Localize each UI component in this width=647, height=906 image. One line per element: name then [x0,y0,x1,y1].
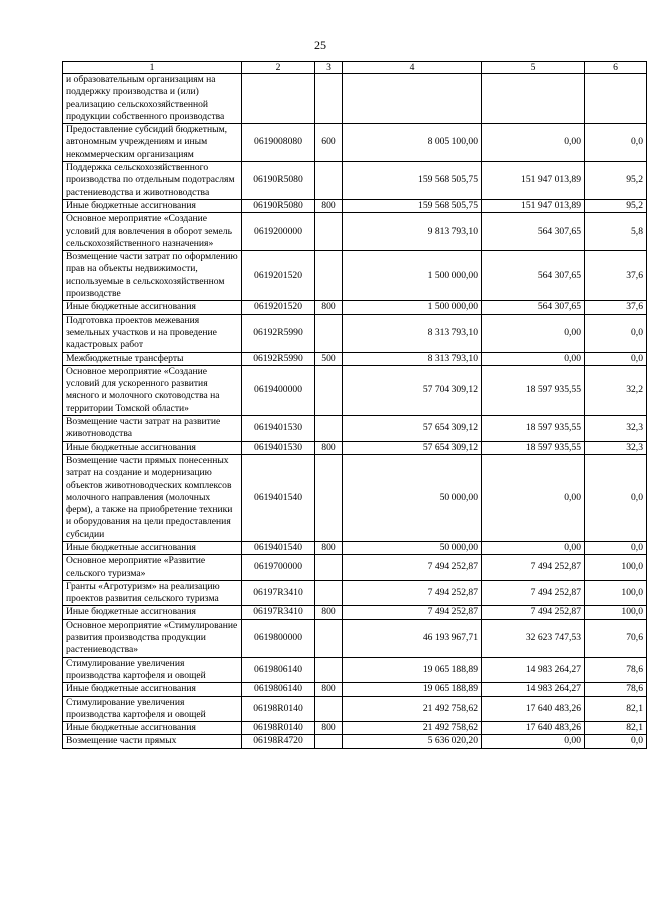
item-name-cell: Иные бюджетные ассигнования [63,606,242,619]
item-name-cell: Иные бюджетные ассигнования [63,301,242,314]
percent-cell: 0,0 [585,735,647,748]
table-row [63,416,647,442]
table-row [63,619,647,657]
percent-cell: 37,6 [585,301,647,314]
column-header: 2 [242,62,315,74]
actual-amount-cell: 14 983 264,27 [482,683,585,696]
target-code-cell: 0619401530 [242,416,315,442]
item-name-cell: и образовательным организациям на поддержку производства и (или) реализацию сельскохозяйственной продукции собственного производства [63,74,242,124]
target-code-cell: 06198R4720 [242,735,315,748]
target-code-cell: 06192R5990 [242,314,315,352]
expense-type-cell [315,735,343,748]
item-name-cell: Основное мероприятие «Создание условий для ускоренного развития мясного и молочного скотоводства на территории Томской области» [63,365,242,415]
item-name-cell: Возмещение части затрат на развитие животноводства [63,416,242,442]
actual-amount-cell: 564 307,65 [482,301,585,314]
table-row [63,722,647,735]
percent-cell: 32,2 [585,365,647,415]
target-code-cell: 0619201520 [242,301,315,314]
expense-type-cell [315,365,343,415]
table-row [63,541,647,554]
table-row [63,683,647,696]
planned-amount-cell: 1 500 000,00 [343,251,482,301]
item-name-cell: Основное мероприятие «Создание условий для вовлечения в оборот земель сельскохозяйственного назначения» [63,213,242,251]
table-row [63,657,647,683]
expense-type-cell [315,454,343,541]
planned-amount-cell: 19 065 188,89 [343,657,482,683]
target-code-cell: 0619806140 [242,657,315,683]
expense-type-cell [315,657,343,683]
item-name-cell: Стимулирование увеличения производства картофеля и овощей [63,696,242,722]
planned-amount-cell: 8 313 793,10 [343,352,482,365]
percent-cell: 0,0 [585,352,647,365]
percent-cell: 0,0 [585,314,647,352]
header-row [63,62,647,74]
planned-amount-cell: 19 065 188,89 [343,683,482,696]
table-row [63,74,647,124]
page-number: 25 [314,38,326,52]
actual-amount-cell: 7 494 252,87 [482,606,585,619]
expense-type-cell: 500 [315,352,343,365]
percent-cell: 82,1 [585,696,647,722]
percent-cell: 100,0 [585,606,647,619]
target-code-cell: 06197R3410 [242,606,315,619]
actual-amount-cell: 18 597 935,55 [482,365,585,415]
planned-amount-cell: 1 500 000,00 [343,301,482,314]
planned-amount-cell: 7 494 252,87 [343,555,482,581]
item-name-cell: Основное мероприятие «Развитие сельского туризма» [63,555,242,581]
item-name-cell: Возмещение части прямых [63,735,242,748]
item-name-cell: Иные бюджетные ассигнования [63,722,242,735]
actual-amount-cell: 7 494 252,87 [482,580,585,606]
actual-amount-cell: 18 597 935,55 [482,416,585,442]
actual-amount-cell: 151 947 013,89 [482,199,585,212]
target-code-cell: 0619401540 [242,454,315,541]
percent-cell: 32,3 [585,416,647,442]
percent-cell: 32,3 [585,441,647,454]
actual-amount-cell: 14 983 264,27 [482,657,585,683]
item-name-cell: Иные бюджетные ассигнования [63,541,242,554]
target-code-cell: 06198R0140 [242,696,315,722]
actual-amount-cell: 18 597 935,55 [482,441,585,454]
expense-type-cell [315,416,343,442]
item-name-cell: Подготовка проектов межевания земельных участков и на проведение кадастровых работ [63,314,242,352]
expense-type-cell: 800 [315,541,343,554]
table-row [63,555,647,581]
percent-cell: 100,0 [585,555,647,581]
actual-amount-cell: 0,00 [482,352,585,365]
percent-cell: 5,8 [585,213,647,251]
planned-amount-cell: 57 704 309,12 [343,365,482,415]
planned-amount-cell: 57 654 309,12 [343,441,482,454]
target-code-cell: 0619401540 [242,541,315,554]
table-row [63,696,647,722]
planned-amount-cell: 21 492 758,62 [343,696,482,722]
percent-cell: 70,6 [585,619,647,657]
item-name-cell: Предоставление субсидий бюджетным, автономным учреждениям и иным некоммерческим организациям [63,124,242,162]
expense-type-cell [315,555,343,581]
target-code-cell: 0619008080 [242,124,315,162]
planned-amount-cell: 50 000,00 [343,454,482,541]
actual-amount-cell: 564 307,65 [482,213,585,251]
planned-amount-cell: 159 568 505,75 [343,162,482,200]
target-code-cell: 0619806140 [242,683,315,696]
column-header: 1 [63,62,242,74]
item-name-cell: Иные бюджетные ассигнования [63,683,242,696]
column-header: 6 [585,62,647,74]
planned-amount-cell: 9 813 793,10 [343,213,482,251]
percent-cell: 0,0 [585,454,647,541]
expense-type-cell: 800 [315,441,343,454]
table-row [63,441,647,454]
expense-type-cell [315,213,343,251]
expense-type-cell: 600 [315,124,343,162]
planned-amount-cell [343,74,482,124]
percent-cell: 82,1 [585,722,647,735]
percent-cell: 78,6 [585,657,647,683]
target-code-cell: 06190R5080 [242,162,315,200]
table-row [63,365,647,415]
actual-amount-cell: 17 640 483,26 [482,696,585,722]
planned-amount-cell: 159 568 505,75 [343,199,482,212]
table-row [63,199,647,212]
expense-type-cell: 800 [315,199,343,212]
percent-cell: 78,6 [585,683,647,696]
percent-cell: 0,0 [585,541,647,554]
target-code-cell: 06197R3410 [242,580,315,606]
planned-amount-cell: 8 313 793,10 [343,314,482,352]
planned-amount-cell: 7 494 252,87 [343,580,482,606]
actual-amount-cell: 7 494 252,87 [482,555,585,581]
column-header: 4 [343,62,482,74]
actual-amount-cell: 0,00 [482,735,585,748]
actual-amount-cell: 32 623 747,53 [482,619,585,657]
table-row [63,606,647,619]
table-row [63,352,647,365]
planned-amount-cell: 46 193 967,71 [343,619,482,657]
planned-amount-cell: 8 005 100,00 [343,124,482,162]
item-name-cell: Стимулирование увеличения производства картофеля и овощей [63,657,242,683]
planned-amount-cell: 50 000,00 [343,541,482,554]
item-name-cell: Возмещение части прямых понесенных затрат на создание и модернизацию объектов животноводческих комплексов молочного направления (молочных ферм), а также на приобретение техники и оборудования на цели предоставления субсидии [63,454,242,541]
planned-amount-cell: 57 654 309,12 [343,416,482,442]
table-row [63,213,647,251]
table-row [63,301,647,314]
column-header: 3 [315,62,343,74]
budget-table [62,61,647,749]
target-code-cell: 0619400000 [242,365,315,415]
actual-amount-cell: 564 307,65 [482,251,585,301]
expense-type-cell: 800 [315,722,343,735]
expense-type-cell: 800 [315,606,343,619]
table-row [63,314,647,352]
percent-cell [585,74,647,124]
actual-amount-cell: 0,00 [482,314,585,352]
item-name-cell: Поддержка сельскохозяйственного производства по отдельным подотраслям растениеводства и животноводства [63,162,242,200]
table-row [63,454,647,541]
target-code-cell: 0619200000 [242,213,315,251]
planned-amount-cell: 5 636 020,20 [343,735,482,748]
actual-amount-cell: 151 947 013,89 [482,162,585,200]
target-code-cell: 0619700000 [242,555,315,581]
actual-amount-cell: 0,00 [482,454,585,541]
percent-cell: 95,2 [585,199,647,212]
actual-amount-cell: 17 640 483,26 [482,722,585,735]
table-row [63,251,647,301]
percent-cell: 37,6 [585,251,647,301]
percent-cell: 100,0 [585,580,647,606]
expense-type-cell [315,619,343,657]
actual-amount-cell: 0,00 [482,541,585,554]
expense-type-cell [315,251,343,301]
item-name-cell: Возмещение части затрат по оформлению прав на объекты недвижимости, используемые в сельскохозяйственном производстве [63,251,242,301]
expense-type-cell: 800 [315,683,343,696]
target-code-cell: 06190R5080 [242,199,315,212]
percent-cell: 0,0 [585,124,647,162]
table-row [63,124,647,162]
target-code-cell [242,74,315,124]
target-code-cell: 06198R0140 [242,722,315,735]
item-name-cell: Основное мероприятие «Стимулирование развития производства продукции растениеводства» [63,619,242,657]
target-code-cell: 0619800000 [242,619,315,657]
table-row [63,162,647,200]
percent-cell: 95,2 [585,162,647,200]
expense-type-cell [315,314,343,352]
item-name-cell: Иные бюджетные ассигнования [63,199,242,212]
actual-amount-cell: 0,00 [482,124,585,162]
table-row [63,735,647,748]
expense-type-cell [315,696,343,722]
planned-amount-cell: 21 492 758,62 [343,722,482,735]
expense-type-cell [315,580,343,606]
actual-amount-cell [482,74,585,124]
expense-type-cell: 800 [315,301,343,314]
target-code-cell: 06192R5990 [242,352,315,365]
item-name-cell: Межбюджетные трансферты [63,352,242,365]
expense-type-cell [315,74,343,124]
planned-amount-cell: 7 494 252,87 [343,606,482,619]
expense-type-cell [315,162,343,200]
table-row [63,580,647,606]
item-name-cell: Иные бюджетные ассигнования [63,441,242,454]
column-header: 5 [482,62,585,74]
target-code-cell: 0619401530 [242,441,315,454]
item-name-cell: Гранты «Агротуризм» на реализацию проектов развития сельского туризма [63,580,242,606]
target-code-cell: 0619201520 [242,251,315,301]
